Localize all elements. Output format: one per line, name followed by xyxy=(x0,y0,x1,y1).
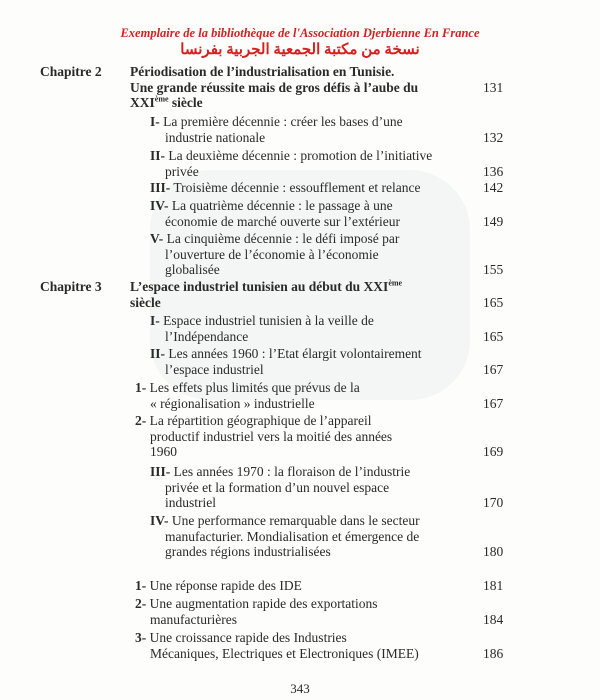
entry-text: Une grande réussite mais de gros défis à l’aube du xyxy=(130,79,419,95)
page-ref: 186 xyxy=(483,645,504,661)
entry-text: La deuxième décennie : promotion de l’initiative xyxy=(168,148,433,163)
entry-prefix: 1- xyxy=(135,380,147,395)
entry-prefix: II- xyxy=(150,148,166,163)
chapter-label: Chapitre 2 xyxy=(40,64,102,79)
entry-text: Une performance remarquable dans le secteur xyxy=(171,513,420,528)
entry-prefix: 2- xyxy=(135,596,147,611)
entry-line xyxy=(165,214,400,230)
entry-text: siècle xyxy=(130,294,161,310)
entry-text: La première décennie : créer les bases d’une xyxy=(163,114,403,129)
page-ref: 165 xyxy=(483,294,504,310)
entry-text: Une réponse rapide des IDE xyxy=(149,578,302,593)
entry-text: industriel xyxy=(165,495,216,510)
entry-text: La répartition géographique de l’appareil xyxy=(149,413,372,428)
entry-line xyxy=(150,114,403,130)
entry-line xyxy=(165,362,264,378)
page-ref: 132 xyxy=(483,129,504,145)
entry-text: l’espace industriel xyxy=(165,361,264,377)
entry-line xyxy=(130,64,394,80)
entry-text: économie de marché ouverte sur l’extérieur xyxy=(165,213,401,229)
entry-line xyxy=(130,95,203,111)
entry-line xyxy=(135,413,372,429)
entry-line xyxy=(150,464,410,480)
entry-text: Les années 1970 : la floraison de l’industrie xyxy=(173,464,411,479)
entry-line xyxy=(165,495,216,511)
page-ref: 149 xyxy=(483,213,504,229)
page-ref: 165 xyxy=(483,328,504,344)
entry-text: Périodisation de l’industrialisation en Tunisie. xyxy=(130,64,395,79)
entry-prefix: I- xyxy=(150,114,160,129)
entry-line xyxy=(165,130,265,146)
entry-prefix: 2- xyxy=(135,413,147,428)
page-ref: 131 xyxy=(483,79,504,95)
entry-line xyxy=(130,295,161,311)
entry-line xyxy=(165,480,389,496)
entry-prefix: IV- xyxy=(150,513,169,528)
entry-text: « régionalisation » industrielle xyxy=(150,395,315,411)
entry-line xyxy=(135,630,347,646)
page-ref: 181 xyxy=(483,578,504,593)
entry-text: La cinquième décennie : le défi imposé par xyxy=(166,231,400,246)
entry-text: L’espace industriel tunisien au début du XXIème xyxy=(130,278,403,294)
entry-text: globalisée xyxy=(165,262,220,277)
entry-text: Espace industriel tunisien à la veille de xyxy=(163,313,374,328)
page-ref: 167 xyxy=(483,395,504,411)
library-note-ar: نسخة من مكتبة الجمعية الجربية بفرنسا xyxy=(180,42,420,58)
entry-line xyxy=(150,612,237,628)
page-ref: 167 xyxy=(483,361,504,377)
entry-prefix: III- xyxy=(150,180,171,195)
page-ref: 142 xyxy=(483,180,504,195)
entry-text: productif industriel vers la moitié des années xyxy=(150,428,393,444)
entry-text: grandes régions industrialisées xyxy=(165,544,331,559)
page-ref: 155 xyxy=(483,262,504,277)
entry-text: manufacturières xyxy=(150,611,237,627)
entry-text: l’Indépendance xyxy=(165,328,249,344)
entry-line xyxy=(135,380,360,396)
entry-text: XXIème siècle xyxy=(130,94,203,110)
page-number: 343 xyxy=(290,681,310,696)
entry-text: privée xyxy=(165,163,199,179)
entry-prefix: II- xyxy=(150,346,166,361)
entry-line xyxy=(130,279,402,295)
entry-line xyxy=(150,313,374,329)
entry-prefix: III- xyxy=(150,464,171,479)
entry-line xyxy=(135,578,302,594)
entry-text: Troisième décennie : essoufflement et relance xyxy=(173,180,421,195)
entry-prefix: 1- xyxy=(135,578,147,593)
entry-line xyxy=(150,346,422,362)
entry-prefix: I- xyxy=(150,313,160,328)
entry-line xyxy=(150,180,420,196)
entry-text: privée et la formation d’un nouvel espace xyxy=(165,479,390,495)
entry-line xyxy=(165,329,248,345)
entry-line xyxy=(165,544,331,560)
page-ref: 184 xyxy=(483,611,504,627)
entry-line xyxy=(165,529,419,545)
page-ref: 136 xyxy=(483,163,504,179)
page-ref: 170 xyxy=(483,495,504,510)
entry-line xyxy=(150,646,419,662)
entry-line xyxy=(165,164,199,180)
entry-line xyxy=(150,444,177,460)
entry-text: Les effets plus limités que prévus de la xyxy=(149,380,360,395)
entry-line xyxy=(150,231,399,247)
entry-line xyxy=(150,429,392,445)
entry-text: La quatrième décennie : le passage à une xyxy=(171,198,393,213)
entry-text: manufacturier. Mondialisation et émergence de xyxy=(165,528,420,544)
entry-prefix: 3- xyxy=(135,630,147,645)
entry-line xyxy=(150,198,393,214)
entry-text: Une croissance rapide des Industries xyxy=(149,630,347,645)
library-note-fr: Exemplaire de la bibliothèque de l'Association Djerbienne En France xyxy=(120,26,480,40)
entry-text: Les années 1960 : l’Etat élargit volontairement xyxy=(168,346,422,361)
entry-prefix: V- xyxy=(150,231,164,246)
page-ref: 169 xyxy=(483,444,504,459)
entry-line xyxy=(130,80,418,96)
chapter-label: Chapitre 3 xyxy=(40,279,102,294)
entry-text: 1960 xyxy=(150,444,177,459)
entry-line xyxy=(135,596,378,612)
entry-line xyxy=(150,148,432,164)
entry-text: l’ouverture de l’économie à l’économie xyxy=(165,246,379,262)
entry-line xyxy=(150,513,420,529)
entry-text: industrie nationale xyxy=(165,129,266,145)
entry-line xyxy=(165,247,379,263)
entry-line xyxy=(165,262,220,278)
page-ref: 180 xyxy=(483,544,504,559)
entry-prefix: IV- xyxy=(150,198,169,213)
entry-text: Une augmentation rapide des exportations xyxy=(149,596,378,611)
entry-text: Mécaniques, Electriques et Electroniques (IMEE) xyxy=(150,645,419,661)
entry-line xyxy=(150,396,315,412)
